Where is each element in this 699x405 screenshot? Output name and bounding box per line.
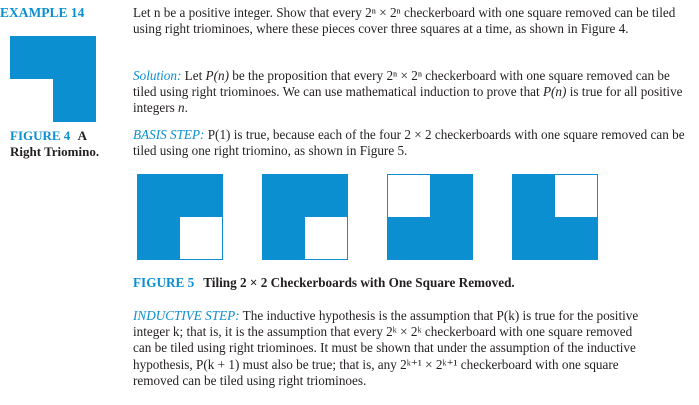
- basis-text: P(1) is true, because each of the four 2 × 2 checkerboards with one square removed can be tiled using one right triomino, as shown in Figure 5.: [133, 127, 685, 159]
- board-removed-bottom-right-2: [262, 174, 348, 260]
- example-label: EXAMPLE 14: [0, 5, 85, 20]
- solution-n: n: [178, 100, 185, 116]
- inductive-label: INDUCTIVE STEP:: [133, 308, 240, 323]
- board-removed-top-left: [387, 174, 473, 260]
- board-removed-top-right: [512, 174, 598, 260]
- right-triomino-shape: [10, 36, 96, 122]
- figure4-caption: [10, 128, 125, 160]
- board-removed-bottom-right: [137, 174, 223, 260]
- figure5-caption: [133, 275, 515, 291]
- solution-label: Solution:: [133, 68, 182, 83]
- figure4-number: FIGURE 4: [10, 128, 71, 143]
- solution-text-4: .: [184, 100, 188, 116]
- solution-text-3: is true for all positive integers: [133, 84, 683, 116]
- inductive-line-3: can be tiled using right triominoes. It must be shown that under the assumption of the inductive: [133, 340, 636, 356]
- solution-pn-1: P(n): [205, 68, 229, 83]
- solution-pn-2: P(n): [542, 84, 567, 100]
- basis-label: BASIS STEP:: [133, 127, 205, 142]
- inductive-paragraph: [133, 308, 693, 389]
- figure4-title: Right Triomino.: [10, 144, 100, 159]
- inductive-line-2: integer k; that is, it is the assumption that every 2ᵏ × 2ᵏ checkerboard with one square removed: [133, 324, 633, 340]
- inductive-line-1: The inductive hypothesis is the assumption that P(k) is true for the positive: [239, 308, 639, 323]
- figure5-number: FIGURE 5: [133, 275, 195, 290]
- inductive-line-4: hypothesis, P(k + 1) must also be true; that is, any 2ᵏ⁺¹ × 2ᵏ⁺¹ checkerboard with one square: [133, 356, 619, 372]
- figure5-title: Tiling 2 × 2 Checkerboards with One Square Removed.: [203, 275, 515, 290]
- figure4-letter: A: [77, 128, 87, 143]
- solution-text-2: be the proposition that every 2ⁿ × 2ⁿ checkerboard with one square removed can be tiled using right triominoes. We can use mathematical induction to prove that: [133, 68, 670, 100]
- example-statement: [133, 5, 687, 37]
- inductive-line-5: removed can be tiled using right triominoes.: [133, 372, 367, 388]
- solution-paragraph: [133, 68, 687, 117]
- right-triomino-figure: [10, 36, 96, 122]
- basis-paragraph: [133, 127, 687, 159]
- example-statement-text: Let n be a positive integer. Show that every 2ⁿ × 2ⁿ checkerboard with one square removed can be tiled using right triominoes, where these pieces cover three squares at a time, as shown in Figure 4.: [133, 5, 676, 37]
- solution-text-1: Let: [184, 68, 206, 83]
